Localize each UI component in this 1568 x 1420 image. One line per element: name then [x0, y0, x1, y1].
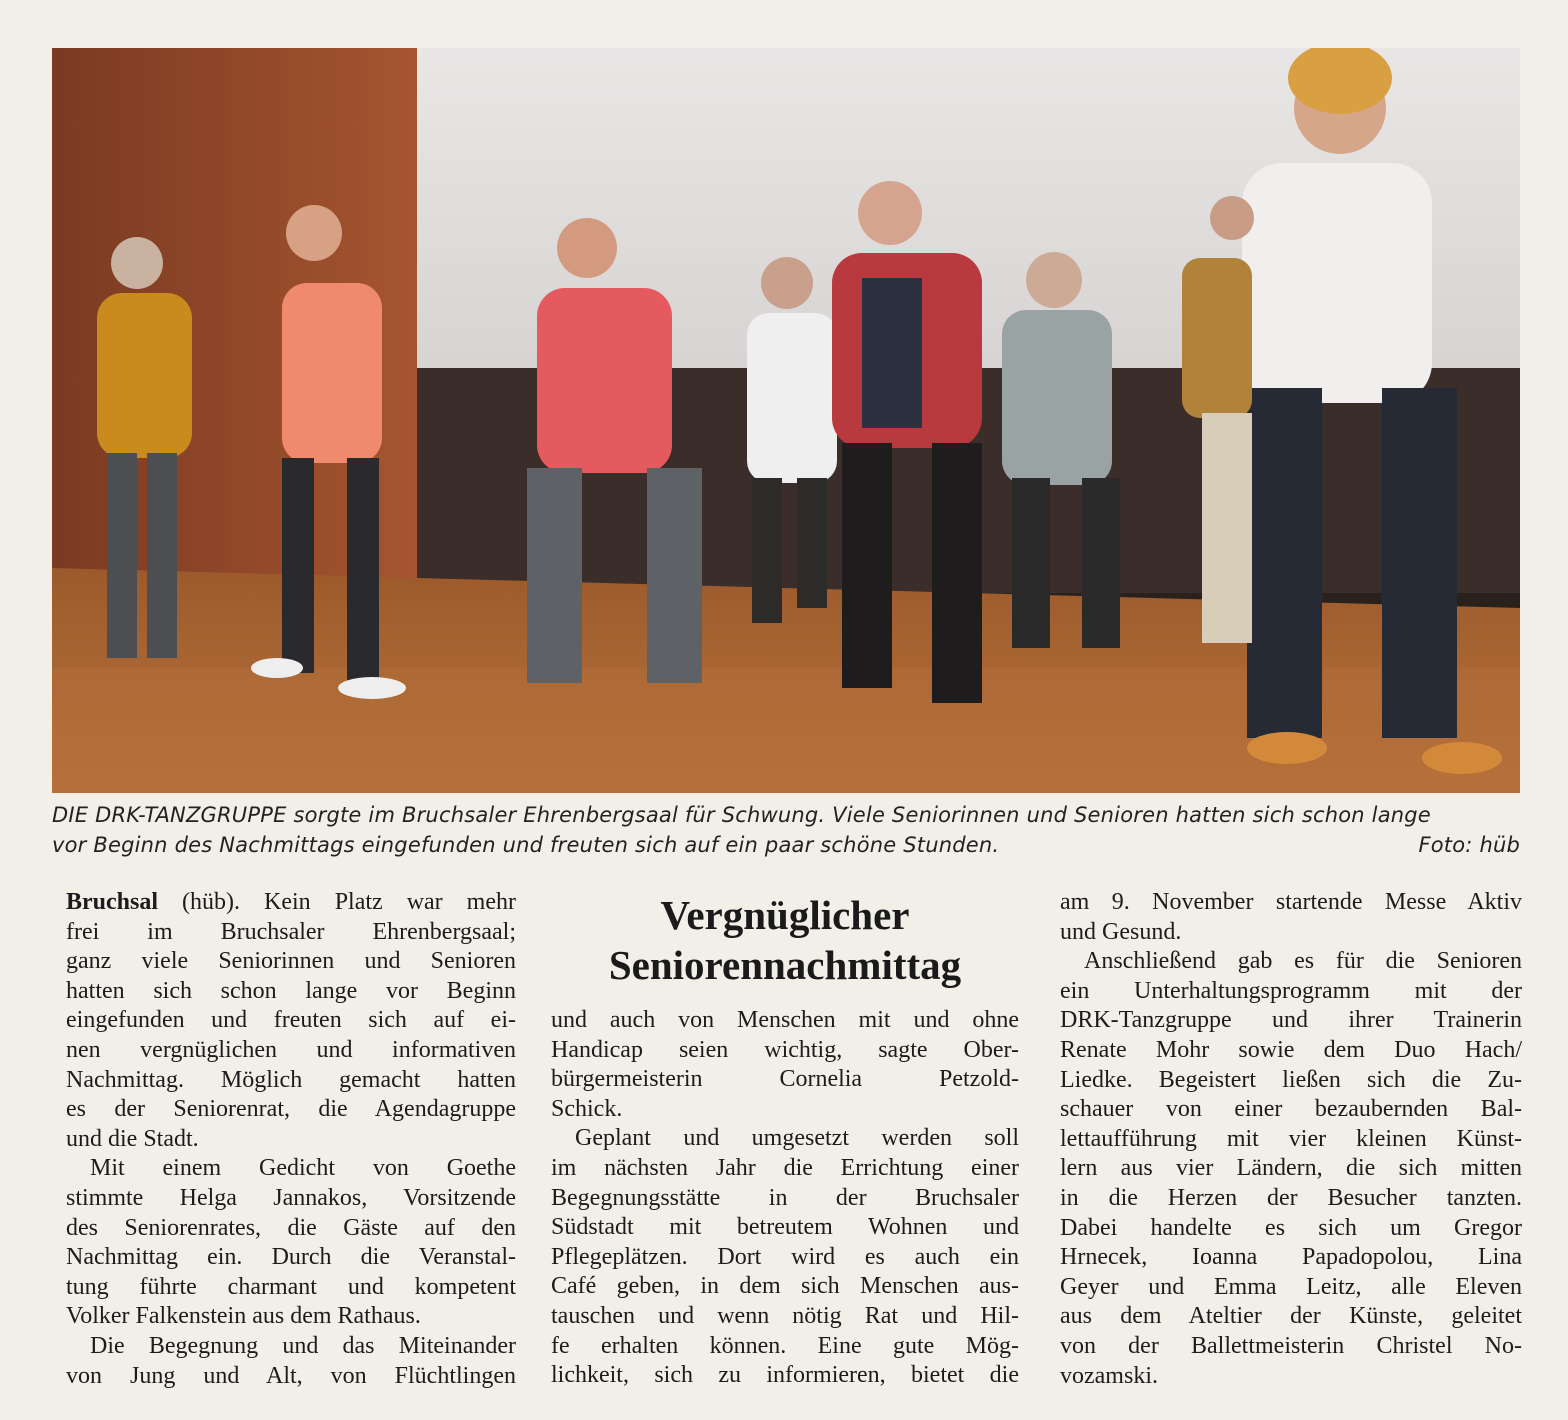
column-line-text: (hüb). Kein Platz war mehr	[158, 889, 516, 915]
caption-line	[52, 830, 1520, 860]
column-line: und auch von Menschen mit und ohne	[551, 1007, 1019, 1033]
caption-text: vor Beginn des Nachmittags eingefunden und freuten sich auf ein paar schöne Stunden.	[52, 833, 1000, 857]
column-line: Handicap seien wichtig, sagte Ober-	[551, 1036, 1019, 1063]
column-line: Dabei handelte es sich um Gregor	[1060, 1214, 1522, 1241]
article-column-1	[66, 888, 516, 1391]
column-line: Renate Mohr sowie dem Duo Hach/	[1060, 1036, 1522, 1063]
column-line: Hrnecek, Ioanna Papadopolou, Lina	[1060, 1244, 1522, 1271]
column-line: frei im Bruchsaler Ehrenbergsaal;	[66, 918, 516, 945]
column-line: Südstadt mit betreutem Wohnen und	[551, 1214, 1019, 1241]
column-line: Volker Falkenstein aus dem Rathaus.	[66, 1303, 421, 1330]
column-line: es der Seniorenrat, die Agendagruppe	[66, 1096, 516, 1123]
column-line: Pflegeplätzen. Dort wird es auch ein	[551, 1243, 1019, 1270]
column-line: Geplant und umgesetzt werden soll	[575, 1125, 1019, 1152]
column-line: hatten sich schon lange vor Beginn	[66, 977, 516, 1004]
headline-line: Vergnüglicher	[660, 892, 910, 938]
column-line: und die Stadt.	[66, 1125, 199, 1152]
column-line: in die Herzen der Besucher tanzten.	[1060, 1184, 1522, 1211]
dancing-group-photo	[52, 48, 1520, 793]
column-line: und Gesund.	[1060, 918, 1182, 945]
column-line: tauschen und wenn nötig Rat und Hil-	[551, 1302, 1019, 1329]
column-line: lichkeit, sich zu informieren, bietet die	[551, 1362, 1019, 1389]
column-line: lettaufführung mit vier kleinen Künst-	[1060, 1125, 1522, 1152]
column-line: Nachmittag. Möglich gemacht hatten	[66, 1066, 516, 1093]
column-line: Geyer und Emma Leitz, alle Eleven	[1060, 1273, 1522, 1300]
photo-credit: Foto: hüb	[1418, 833, 1520, 857]
column-line: aus dem Ateltier der Künste, geleitet	[1060, 1303, 1522, 1330]
column-line: Nachmittag ein. Durch die Veranstal-	[66, 1244, 516, 1271]
column-line: ganz viele Seniorinnen und Senioren	[66, 948, 516, 975]
column-line: stimmte Helga Jannakos, Vorsitzende	[66, 1184, 516, 1211]
dateline: Bruchsal	[66, 889, 159, 915]
column-line	[66, 888, 516, 918]
column-line: vozamski.	[1060, 1362, 1158, 1389]
column-line: DRK-Tanzgruppe und ihrer Trainerin	[1060, 1007, 1522, 1034]
article-column-2	[551, 1006, 1019, 1391]
column-line: Schick.	[551, 1095, 623, 1122]
column-line: Café geben, in dem sich Menschen aus-	[551, 1273, 1019, 1300]
headline-line: Seniorennachmittag	[608, 942, 962, 988]
column-line: Anschließend gab es für die Senioren	[1084, 948, 1522, 975]
column-line: tung führte charmant und kompetent	[66, 1273, 516, 1300]
column-line: lern aus vier Ländern, die sich mitten	[1060, 1155, 1522, 1182]
column-line: des Seniorenrates, die Gäste auf den	[66, 1214, 516, 1241]
column-line: ein Unterhaltungsprogramm mit der	[1060, 977, 1522, 1004]
column-line: Mit einem Gedicht von Goethe	[90, 1155, 516, 1182]
column-line: eingefunden und freuten sich auf ei-	[66, 1007, 516, 1034]
column-line: von Jung und Alt, von Flüchtlingen	[66, 1362, 516, 1389]
article-photo	[52, 48, 1520, 793]
column-line: nen vergnüglichen und informativen	[66, 1036, 516, 1063]
column-line: Liedke. Begeistert ließen sich die Zu-	[1060, 1066, 1522, 1093]
column-line: Begegnungsstätte in der Bruchsaler	[551, 1184, 1019, 1211]
column-line: bürgermeisterin Cornelia Petzold-	[551, 1066, 1019, 1093]
article-headline	[551, 890, 1019, 990]
caption-line: DIE DRK-TANZGRUPPE sorgte im Bruchsaler Ehrenbergsaal für Schwung. Viele Seniorinnen und Senioren hatten sich schon lange	[52, 803, 1431, 827]
column-line: schauer von einer bezaubernden Bal-	[1060, 1096, 1522, 1123]
column-line: fe erhalten können. Eine gute Mög-	[551, 1332, 1019, 1359]
column-line: am 9. November startende Messe Aktiv	[1060, 889, 1522, 915]
column-line: von der Ballettmeisterin Christel No-	[1060, 1332, 1522, 1359]
article-column-3	[1060, 888, 1522, 1391]
photo-caption	[52, 800, 1520, 860]
column-line: Die Begegnung und das Miteinander	[90, 1332, 516, 1359]
column-line: im nächsten Jahr die Errichtung einer	[551, 1154, 1019, 1181]
